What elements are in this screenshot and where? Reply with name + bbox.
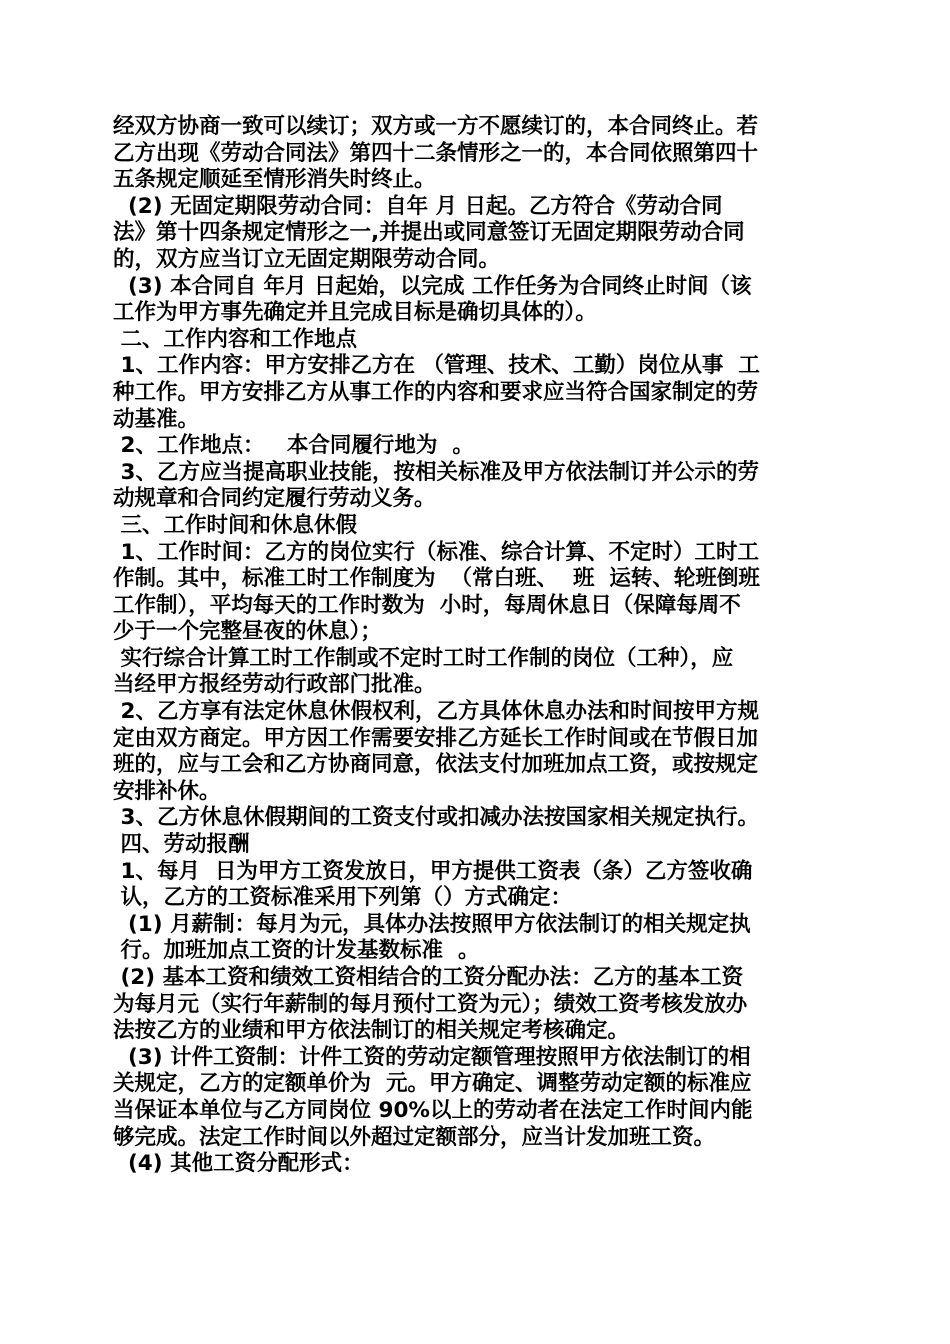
text-line: 法按乙方的业绩和甲方依法制订的相关规定考核确定。 — [113, 1018, 630, 1044]
text-line: 少于一个完整昼夜的休息）； — [113, 619, 382, 645]
text-line: 1、工作时间：乙方的岗位实行（标准、综合计算、不定时）工时工 — [113, 539, 759, 565]
text-line: 3、乙方休息休假期间的工资支付或扣减办法按国家相关规定执行。 — [113, 805, 759, 831]
text-line: 法》第十四条规定情形之一,并提出或同意签订无固定期限劳动合同 — [113, 220, 745, 246]
text-line: 班的，应与工会和乙方协商同意，依法支付加班加点工资，或按规定 — [113, 752, 759, 778]
text-line: (3) 计件工资制：计件工资的劳动定额管理按照甲方依法制订的相 — [113, 1044, 751, 1070]
text-line: 当经甲方报经劳动行政部门批准。 — [113, 672, 436, 698]
text-line: 工作为甲方事先确定并且完成目标是确切具体的）。 — [113, 300, 597, 326]
text-line: 四、劳动报酬 — [113, 832, 250, 858]
text-line: 动基准。 — [113, 406, 200, 432]
text-line: 3、乙方应当提高职业技能，按相关标准及甲方依法制订并公示的劳 — [113, 459, 759, 485]
text-line: 当保证本单位与乙方同岗位 90%以上的劳动者在法定工作时间内能 — [113, 1097, 753, 1123]
text-line: 动规章和合同约定履行劳动义务。 — [113, 486, 436, 512]
text-line: 1、每月 日为甲方工资发放日，甲方提供工资表（条）乙方签收确 — [113, 858, 753, 884]
text-line: 的，双方应当订立无固定期限劳动合同。 — [113, 246, 501, 272]
text-line: 行。加班加点工资的计发基数标准 。 — [113, 938, 480, 964]
text-line: 2、乙方享有法定休息休假权利，乙方具体休息办法和时间按甲方规 — [113, 699, 759, 725]
text-line: 定由双方商定。甲方因工作需要安排乙方延长工作时间或在节假日加 — [113, 725, 759, 751]
text-line: 安排补休。 — [113, 778, 221, 804]
text-line: 够完成。法定工作时间以外超过定额部分，应当计发加班工资。 — [113, 1124, 716, 1150]
text-line: (4) 其他工资分配形式： — [113, 1151, 364, 1177]
text-line: 为每月元（实行年薪制的每月预付工资为元）；绩效工资考核发放办 — [113, 991, 748, 1017]
text-line: (2) 无固定期限劳动合同：自年 月 日起。乙方符合《劳动合同 — [113, 193, 723, 219]
text-line: 作制。其中，标准工时工作制度为 （常白班、 班 运转、轮班倒班 — [113, 566, 760, 592]
text-line: 关规定，乙方的定额单价为 元。甲方确定、调整劳动定额的标准应 — [113, 1071, 752, 1097]
text-line: (2) 基本工资和绩效工资相结合的工资分配办法：乙方的基本工资 — [113, 965, 744, 990]
text-line: 2、工作地点： 本合同履行地为 。 — [113, 433, 474, 459]
text-line: 种工作。甲方安排乙方从事工作的内容和要求应当符合国家制定的劳 — [113, 379, 759, 405]
text-line: 二、工作内容和工作地点 — [113, 326, 357, 352]
contract-text — [113, 114, 843, 1178]
text-line: 工作制），平均每天的工作时数为 小时，每周休息日（保障每周不 — [113, 592, 741, 618]
text-line: (1) 月薪制：每月为元，具体办法按照甲方依法制订的相关规定执 — [113, 911, 751, 937]
text-line: 经双方协商一致可以续订；双方或一方不愿续订的，本合同终止。若 — [113, 114, 759, 139]
text-line: 乙方出现《劳动合同法》第四十二条情形之一的，本合同依照第四十 — [113, 140, 759, 166]
text-line: 实行综合计算工时工作制或不定时工时工作制的岗位（工种），应 — [113, 645, 734, 671]
text-line: 五条规定顺延至情形消失时终止。 — [113, 167, 436, 193]
text-line: 三、工作时间和休息休假 — [113, 512, 357, 538]
text-line: 1、工作内容：甲方安排乙方在 （管理、技术、工勤）岗位从事 工 — [113, 353, 760, 379]
text-line: 认，乙方的工资标准采用下列第（）方式确定： — [113, 885, 572, 911]
text-line: (3) 本合同自 年月 日起始，以完成 工作任务为合同终止时间（该 — [113, 273, 752, 299]
